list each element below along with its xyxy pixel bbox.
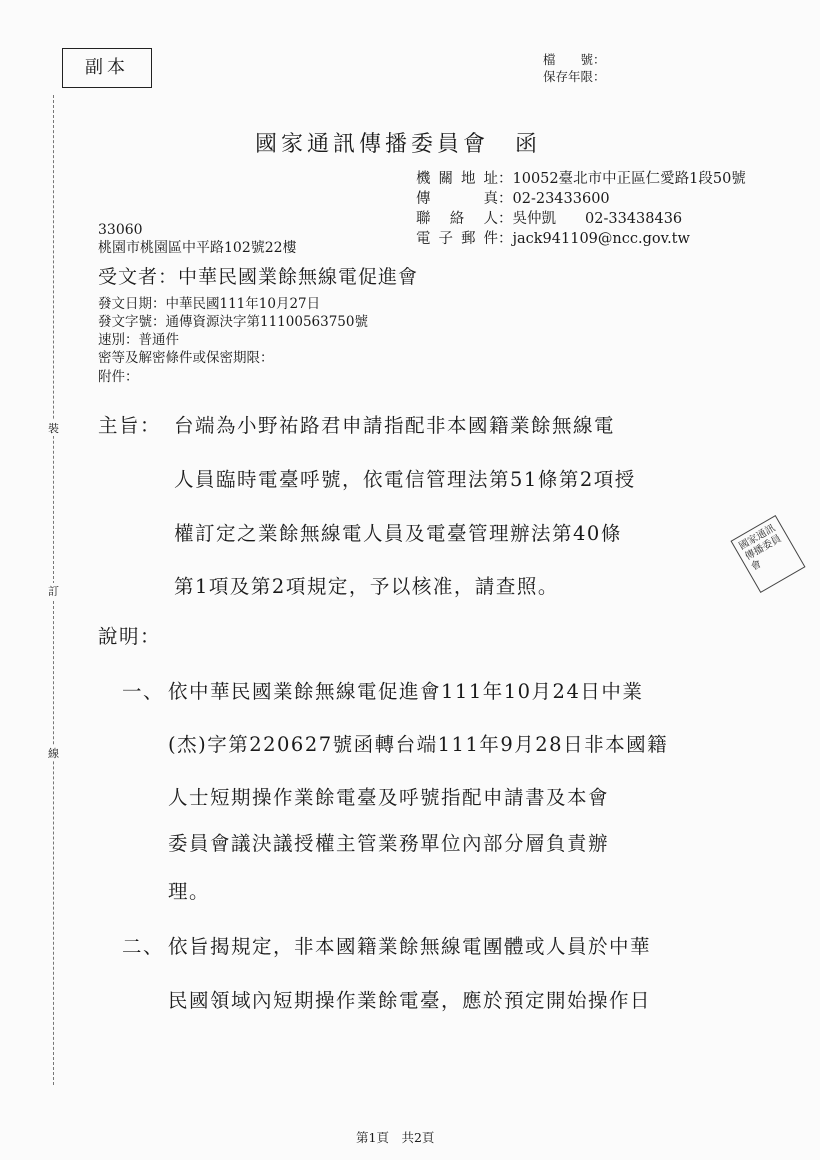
delivery-speed: 速別：普通件 xyxy=(98,332,179,348)
recipient-address: 桃園市桃園區中平路102號22樓 xyxy=(98,240,297,256)
explanation-line: (杰)字第220627號函轉台端111年9月28日非本國籍 xyxy=(168,733,669,756)
attachment: 附件： xyxy=(98,369,139,385)
margin-mark-order: 訂 xyxy=(48,585,59,598)
recipient-postal-code: 33060 xyxy=(98,222,143,238)
subject-line: 第1項及第2項規定，予以核准，請查照。 xyxy=(174,575,559,598)
subject-line: 人員臨時電臺呼號，依電信管理法第51條第2項授 xyxy=(174,468,636,491)
explanation-label: 說明： xyxy=(98,625,162,648)
explanation-item-number: 二、 xyxy=(122,935,165,958)
explanation-line: 依中華民國業餘無線電促進會111年10月24日中業 xyxy=(168,680,644,703)
margin-mark-bind: 裝 xyxy=(48,422,59,435)
email-value: jack941109@ncc.gov.tw xyxy=(512,231,690,247)
agency-email-row: 電子郵件：jack941109@ncc.gov.tw xyxy=(416,231,690,247)
explanation-line: 民國領域內短期操作業餘電臺，應於預定開始操作日 xyxy=(168,989,652,1012)
explanation-line: 理。 xyxy=(168,880,211,903)
explanation-line: 委員會議決議授權主管業務單位內部分層負責辦 xyxy=(168,832,610,855)
fax-value: 02-23433600 xyxy=(512,191,610,207)
contact-label: 聯 絡 人 xyxy=(416,211,498,227)
fax-label: 傳 真 xyxy=(416,191,498,207)
retention-label: 保存年限： xyxy=(543,69,606,84)
address-value: 10052臺北市中正區仁愛路1段50號 xyxy=(512,171,746,187)
issue-date: 發文日期：中華民國111年10月27日 xyxy=(98,296,321,312)
copy-label: 副本 xyxy=(62,48,152,88)
contact-value: 吳仲凱 02-33438436 xyxy=(512,211,683,227)
subject-line: 權訂定之業餘無線電人員及電臺管理辦法第40條 xyxy=(174,522,622,545)
document-number: 發文字號：通傳資源決字第11100563750號 xyxy=(98,314,368,330)
subject-line: 台端為小野祐路君申請指配非本國籍業餘無線電 xyxy=(174,414,616,437)
agency-address-row: 機關地址：10052臺北市中正區仁愛路1段50號 xyxy=(416,171,746,187)
margin-mark-line: 線 xyxy=(48,747,59,760)
secrecy-level: 密等及解密條件或保密期限： xyxy=(98,350,274,366)
recipient: 受文者：中華民國業餘無線電促進會 xyxy=(98,266,419,288)
email-label: 電子郵件 xyxy=(416,231,498,247)
agency-fax-row: 傳 真：02-23433600 xyxy=(416,191,610,207)
address-label: 機關地址 xyxy=(416,171,498,187)
receipt-stamp: 國家通訊傳播委員會 xyxy=(730,515,805,593)
agency-contact-row: 聯 絡 人：吳仲凱 02-33438436 xyxy=(416,211,683,227)
document-title: 國家通訊傳播委員會 函 xyxy=(255,132,542,157)
subject-label: 主旨： xyxy=(98,414,162,437)
explanation-line: 依旨揭規定，非本國籍業餘無線電團體或人員於中華 xyxy=(168,935,652,958)
explanation-line: 人士短期操作業餘電臺及呼號指配申請書及本會 xyxy=(168,786,610,809)
explanation-item-number: 一、 xyxy=(122,680,165,703)
page-number: 第1頁 共2頁 xyxy=(356,1130,435,1145)
file-number-label: 檔 號： xyxy=(543,52,606,67)
